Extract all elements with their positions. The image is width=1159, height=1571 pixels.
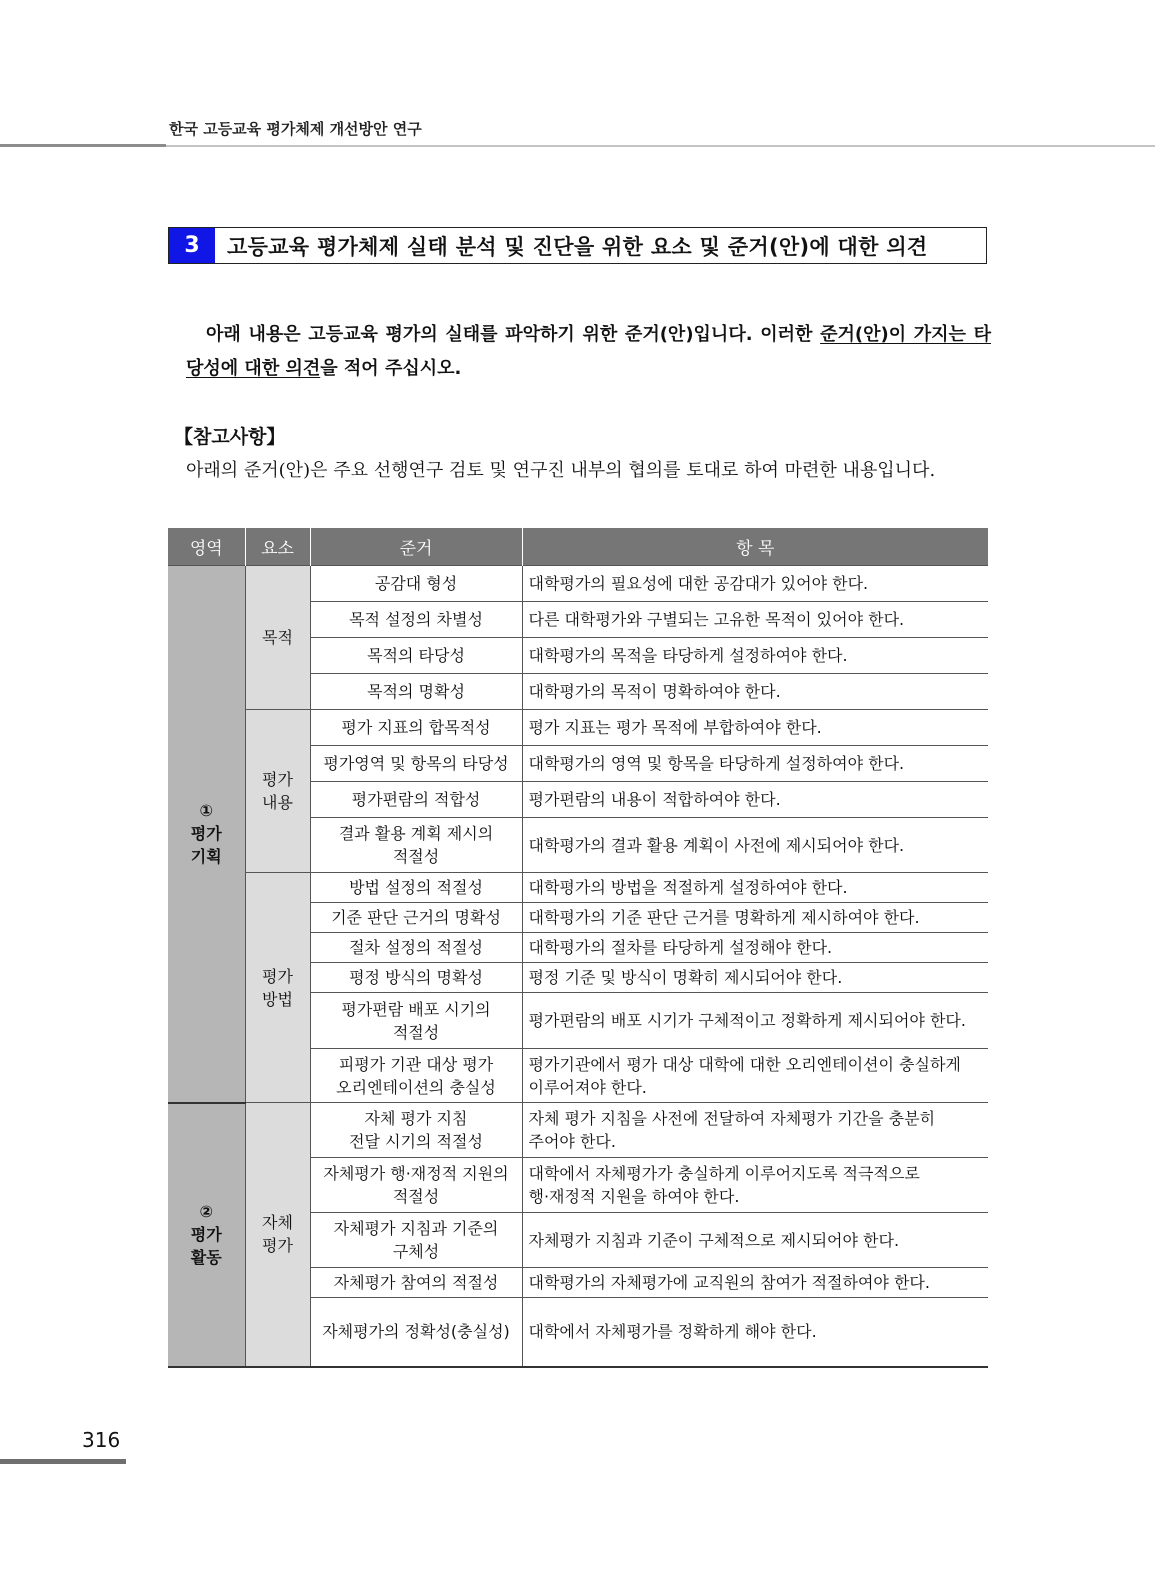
header-item: 항 목 — [522, 528, 988, 566]
item-cell: 대학평가의 결과 활용 계획이 사전에 제시되어야 한다. — [522, 818, 988, 873]
area-label: 평가 — [190, 824, 222, 844]
item-cell: 대학평가의 자체평가에 교직원의 참여가 적절하여야 한다. — [522, 1268, 988, 1298]
running-header: 한국 고등교육 평가체제 개선방안 연구 — [169, 120, 422, 138]
item-cell: 대학평가의 목적이 명확하여야 한다. — [522, 674, 988, 710]
item-cell: 대학평가의 필요성에 대한 공감대가 있어야 한다. — [522, 566, 988, 602]
criteria-table — [168, 528, 988, 1368]
criterion-cell: 평가편람의 적합성 — [310, 782, 522, 818]
section-heading — [168, 227, 987, 264]
item-cell: 자체평가 지침과 기준이 구체적으로 제시되어야 한다. — [522, 1213, 988, 1268]
header-area: 영역 — [168, 528, 245, 566]
page-number: 316 — [82, 1428, 121, 1452]
area-cell-activity — [168, 1103, 245, 1367]
header-rule — [0, 144, 166, 147]
criterion-cell: 목적의 타당성 — [310, 638, 522, 674]
area-label: 평가 — [190, 1225, 222, 1244]
item-cell: 대학에서 자체평가가 충실하게 이루어지도록 적극적으로 행·재정적 지원을 하여야 한다. — [522, 1158, 988, 1213]
criterion-cell: 평가편람 배포 시기의 적절성 — [310, 993, 522, 1049]
intro-text-end: 을 적어 주십시오. — [320, 358, 462, 379]
criterion-cell: 피평가 기관 대상 평가 오리엔테이션의 충실성 — [310, 1049, 522, 1103]
criterion-cell: 자체평가 행·재정적 지원의 적절성 — [310, 1158, 522, 1213]
reference-text: 아래의 준거(안)은 주요 선행연구 검토 및 연구진 내부의 협의를 토대로 하여 마련한 내용입니다. — [186, 460, 936, 481]
criterion-cell: 자체 평가 지침 전달 시기의 적절성 — [310, 1103, 522, 1158]
criterion-cell: 자체평가 지침과 기준의 구체성 — [310, 1213, 522, 1268]
item-cell: 대학평가의 기준 판단 근거를 명확하게 제시하여야 한다. — [522, 903, 988, 933]
item-cell: 자체 평가 지침을 사전에 전달하여 자체평가 기간을 충분히 주어야 한다. — [522, 1103, 988, 1158]
item-cell: 대학평가의 영역 및 항목을 타당하게 설정하여야 한다. — [522, 746, 988, 782]
item-cell: 평정 기준 및 방식이 명확히 제시되어야 한다. — [522, 963, 988, 993]
criterion-cell: 평가영역 및 항목의 타당성 — [310, 746, 522, 782]
criterion-cell: 방법 설정의 적절성 — [310, 873, 522, 903]
element-cell-method: 평가 방법 — [245, 873, 310, 1103]
table-row — [168, 1103, 988, 1158]
area-cell-planning — [168, 566, 245, 1103]
item-cell: 대학평가의 방법을 적절하게 설정하여야 한다. — [522, 873, 988, 903]
intro-paragraph — [186, 318, 991, 386]
item-cell: 평가 지표는 평가 목적에 부합하여야 한다. — [522, 710, 988, 746]
criterion-cell: 목적 설정의 차별성 — [310, 602, 522, 638]
criterion-cell: 자체평가의 정확성(충실성) — [310, 1298, 522, 1367]
element-cell-purpose: 목적 — [245, 566, 310, 710]
criterion-cell: 기준 판단 근거의 명확성 — [310, 903, 522, 933]
item-cell: 평가편람의 배포 시기가 구체적이고 정확하게 제시되어야 한다. — [522, 993, 988, 1049]
criterion-cell: 절차 설정의 적절성 — [310, 933, 522, 963]
item-cell: 평가기관에서 평가 대상 대학에 대한 오리엔테이션이 충실하게 이루어져야 한다. — [522, 1049, 988, 1103]
item-cell: 대학평가의 절차를 타당하게 설정해야 한다. — [522, 933, 988, 963]
reference-heading: 【참고사항】 — [174, 426, 286, 448]
header-criterion: 준거 — [310, 528, 522, 566]
criterion-cell: 목적의 명확성 — [310, 674, 522, 710]
item-cell: 대학에서 자체평가를 정확하게 해야 한다. — [522, 1298, 988, 1367]
section-number: 3 — [169, 228, 215, 263]
table-header-row — [168, 528, 988, 566]
area-label: 기획 — [190, 847, 222, 867]
intro-underlined-text: 준거(안)이 가지는 타당성에 대한 의견 — [186, 324, 992, 379]
reference-body — [166, 455, 989, 487]
header-rule-light — [166, 145, 1155, 147]
element-cell-content: 평가 내용 — [245, 710, 310, 873]
intro-text: 아래 내용은 고등교육 평가의 실태를 파악하기 위한 준거(안)입니다. 이러한 — [206, 324, 821, 345]
table-row — [168, 873, 988, 903]
criterion-cell: 결과 활용 계획 제시의 적절성 — [310, 818, 522, 873]
item-cell: 다른 대학평가와 구별되는 고유한 목적이 있어야 한다. — [522, 602, 988, 638]
criterion-cell: 평가 지표의 합목적성 — [310, 710, 522, 746]
header-element: 요소 — [245, 528, 310, 566]
element-cell-self-evaluation: 자체 평가 — [245, 1103, 310, 1367]
footer-rule — [0, 1459, 126, 1464]
section-title: 고등교육 평가체제 실태 분석 및 진단을 위한 요소 및 준거(안)에 대한 의견 — [227, 234, 928, 259]
table-row — [168, 566, 988, 602]
table-row — [168, 710, 988, 746]
area-number: ② — [199, 1202, 214, 1221]
criterion-cell: 자체평가 참여의 적절성 — [310, 1268, 522, 1298]
area-number: ① — [199, 801, 214, 821]
item-cell: 대학평가의 목적을 타당하게 설정하여야 한다. — [522, 638, 988, 674]
area-label: 활동 — [190, 1248, 222, 1267]
item-cell: 평가편람의 내용이 적합하여야 한다. — [522, 782, 988, 818]
criterion-cell: 평정 방식의 명확성 — [310, 963, 522, 993]
criterion-cell: 공감대 형성 — [310, 566, 522, 602]
